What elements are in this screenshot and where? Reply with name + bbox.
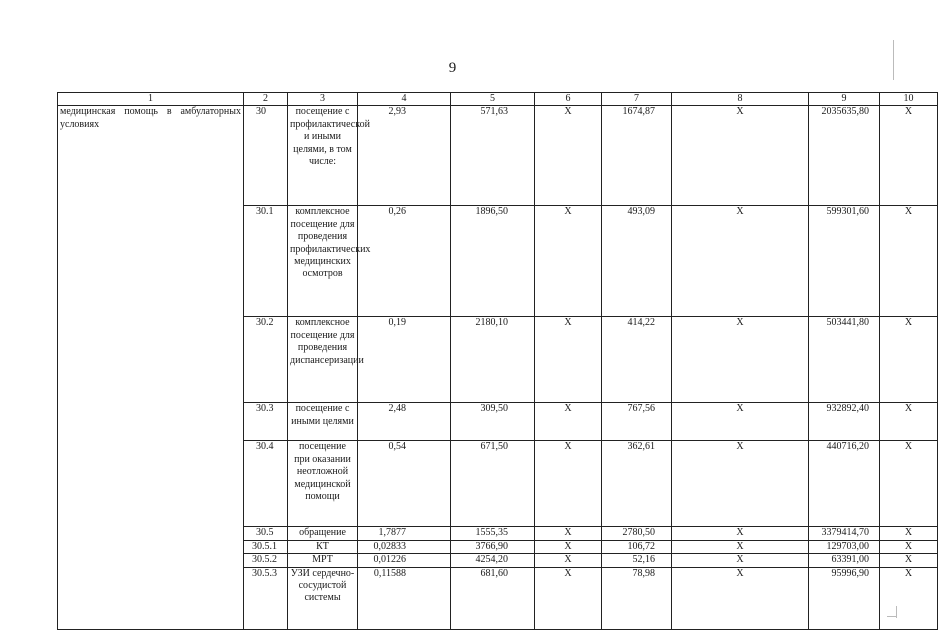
header-cell: 6 (535, 93, 602, 106)
cell-col6: Х (535, 567, 602, 629)
cell-col4: 0,19 (358, 317, 451, 403)
cell-col8: Х (672, 106, 809, 206)
row-name: УЗИ сердечно-сосудистой системы (288, 567, 358, 629)
cell-col4: 2,93 (358, 106, 451, 206)
cell-col9: 599301,60 (809, 206, 880, 317)
row-name: КТ (288, 540, 358, 553)
row-code: 30.5.1 (244, 540, 288, 553)
cell-col5: 4254,20 (451, 554, 535, 567)
row-name: посещение при оказании неотложной медицинской помощи (288, 441, 358, 527)
cell-col7: 362,61 (602, 441, 672, 527)
cell-col4: 0,54 (358, 441, 451, 527)
row-code: 30.1 (244, 206, 288, 317)
header-cell: 1 (58, 93, 244, 106)
cell-col6: Х (535, 540, 602, 553)
cell-col9: 95996,90 (809, 567, 880, 629)
cell-col5: 1896,50 (451, 206, 535, 317)
row-code: 30.5.3 (244, 567, 288, 629)
cell-col8: Х (672, 441, 809, 527)
cell-col4: 0,26 (358, 206, 451, 317)
row-name: обращение (288, 527, 358, 540)
row-code: 30.4 (244, 441, 288, 527)
row-code: 30.5 (244, 527, 288, 540)
header-cell: 3 (288, 93, 358, 106)
cell-col5: 3766,90 (451, 540, 535, 553)
cell-col5: 571,63 (451, 106, 535, 206)
cell-col5: 681,60 (451, 567, 535, 629)
cell-col6: Х (535, 317, 602, 403)
header-cell: 4 (358, 93, 451, 106)
cell-col10: Х (880, 540, 938, 553)
cell-col8: Х (672, 527, 809, 540)
cell-col7: 493,09 (602, 206, 672, 317)
cell-col9: 932892,40 (809, 403, 880, 441)
row-name: МРТ (288, 554, 358, 567)
cell-col10: Х (880, 106, 938, 206)
cell-col5: 671,50 (451, 441, 535, 527)
header-cell: 2 (244, 93, 288, 106)
header-cell: 5 (451, 93, 535, 106)
cell-col7: 78,98 (602, 567, 672, 629)
cell-col4: 0,11588 (358, 567, 451, 629)
cell-col4: 0,02833 (358, 540, 451, 553)
cell-col6: Х (535, 441, 602, 527)
cell-col9: 129703,00 (809, 540, 880, 553)
row-name: комплексное посещение для проведения профилактических медицинских осмотров (288, 206, 358, 317)
table-row (58, 106, 938, 206)
cell-col10: Х (880, 567, 938, 629)
cell-col9: 2035635,80 (809, 106, 880, 206)
scan-edge-mark (893, 40, 894, 80)
cell-col6: Х (535, 554, 602, 567)
cell-col7: 767,56 (602, 403, 672, 441)
cell-col5: 309,50 (451, 403, 535, 441)
row-code: 30.5.2 (244, 554, 288, 567)
row-name: посещение с иными целями (288, 403, 358, 441)
cell-col7: 2780,50 (602, 527, 672, 540)
header-cell: 7 (602, 93, 672, 106)
cell-col10: Х (880, 554, 938, 567)
cell-col10: Х (880, 403, 938, 441)
cell-col8: Х (672, 206, 809, 317)
cell-col10: Х (880, 441, 938, 527)
cell-col8: Х (672, 540, 809, 553)
cell-col10: Х (880, 527, 938, 540)
cell-col7: 1674,87 (602, 106, 672, 206)
cell-col7: 414,22 (602, 317, 672, 403)
cell-col4: 1,7877 (358, 527, 451, 540)
cell-col8: Х (672, 554, 809, 567)
cell-col4: 0,01226 (358, 554, 451, 567)
header-cell: 10 (880, 93, 938, 106)
cell-col9: 440716,20 (809, 441, 880, 527)
header-cell: 9 (809, 93, 880, 106)
row-code: 30 (244, 106, 288, 206)
cell-col4: 2,48 (358, 403, 451, 441)
cell-col9: 63391,00 (809, 554, 880, 567)
row-name: посещение с профилактической и иными целями, в том числе: (288, 106, 358, 206)
cell-col6: Х (535, 403, 602, 441)
category-cell: медицинская помощь в амбулаторных условиях (58, 106, 244, 629)
cell-col10: Х (880, 206, 938, 317)
row-name: комплексное посещение для проведения диспансеризации (288, 317, 358, 403)
page-number: 9 (448, 60, 457, 76)
cell-col7: 106,72 (602, 540, 672, 553)
cell-col10: Х (880, 317, 938, 403)
cell-col8: Х (672, 403, 809, 441)
row-code: 30.2 (244, 317, 288, 403)
cell-col9: 503441,80 (809, 317, 880, 403)
cell-col6: Х (535, 527, 602, 540)
cell-col7: 52,16 (602, 554, 672, 567)
cell-col9: 3379414,70 (809, 527, 880, 540)
cell-col5: 2180,10 (451, 317, 535, 403)
header-cell: 8 (672, 93, 809, 106)
cell-col8: Х (672, 567, 809, 629)
cell-col6: Х (535, 106, 602, 206)
header-row (58, 93, 938, 106)
scan-edge-mark (896, 606, 897, 618)
row-code: 30.3 (244, 403, 288, 441)
cell-col6: Х (535, 206, 602, 317)
cell-col5: 1555,35 (451, 527, 535, 540)
cell-col8: Х (672, 317, 809, 403)
data-table (57, 92, 938, 630)
